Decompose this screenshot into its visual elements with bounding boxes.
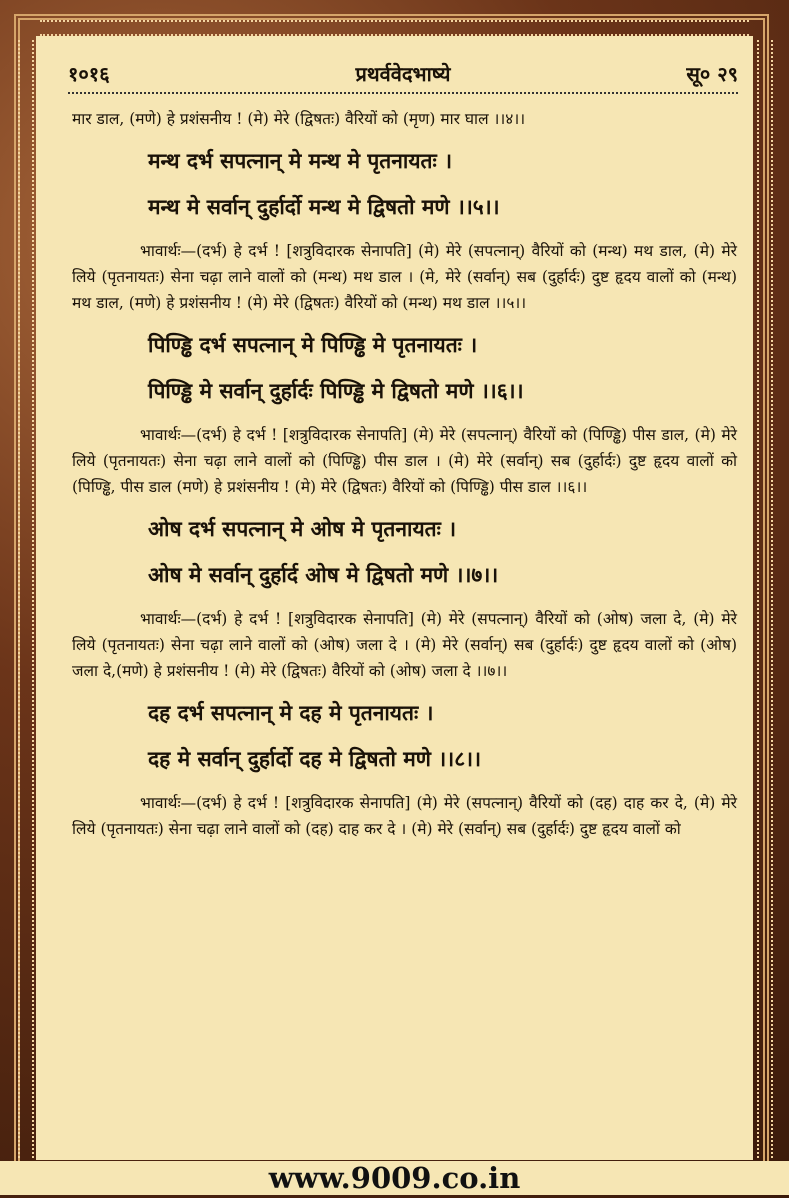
running-head — [68, 54, 738, 86]
mantra-verse — [72, 698, 737, 774]
frame-ornament-left — [18, 40, 34, 1158]
header-divider — [68, 92, 738, 94]
mantra-line: पिण्ड्ढि मे सर्वान् दुर्हार्दः पिण्ड्ढि मे द्विषतो मणे ।।६।। — [148, 378, 524, 403]
footer-watermark — [0, 1161, 789, 1195]
commentary-paragraph: भावार्थः—(दर्भ) हे दर्भ ! [शत्रुविदारक सेनापति] (मे) मेरे (सपत्नान्) वैरियों को (पिण्ड्ढि) पीस डाल, (मे) मेरे लिये (पृतनायतः) सेना चढ़ा लाने वालों को (पिण्ड्ढि) पीस डाल । (मे) मेरे (सर्वान्) सब (दुर्हार्दः) दुष्ट हृदय वालों को (पिण्ड्ढि, पीस डाल (मणे) हे प्रशंसनीय ! (मे) मेरे (द्विषतः) वैरियों को (पिण्ड्ढि) पीस डाल ।।६।। — [72, 426, 737, 496]
mantra-line: मन्थ मे सर्वान् दुर्हार्दो मन्थ मे द्विषतो मणे ।।५।। — [148, 194, 500, 219]
mantra-line: पिण्ड्ढि दर्भ सपत्नान् मे पिण्ड्ढि मे पृतनायतः । — [148, 332, 478, 357]
scanned-page — [36, 36, 753, 1160]
mantra-verse — [72, 330, 737, 406]
frame-ornament-right — [757, 40, 773, 1158]
mantra-verse — [72, 146, 737, 222]
page-content — [72, 106, 737, 842]
mantra-line: ओष मे सर्वान् दुर्हार्द ओष मे द्विषतो मणे ।।७।। — [148, 562, 499, 587]
mantra-line: ओष दर्भ सपत्नान् मे ओष मे पृतनायतः । — [148, 516, 457, 541]
mantra-line: दह मे सर्वान् दुर्हार्दो दह मे द्विषतो मणे ।।८।। — [148, 746, 482, 771]
book-title: प्रथर्ववेदभाष्ये — [355, 62, 451, 86]
mantra-line: दह दर्भ सपत्नान् मे दह मे पृतनायतः । — [148, 700, 434, 725]
commentary-paragraph: भावार्थः—(दर्भ) हे दर्भ ! [शत्रुविदारक सेनापति] (मे) मेरे (सपत्नान्) वैरियों को (ओष) जला दे, (मे) मेरे लिये (पृतनायतः) सेना चढ़ा लाने वालों को (ओष) जला दे । (मे) मेरे (सर्वान्) सब (दुर्हार्दः) दुष्ट हृदय वालों को (ओष) जला दे,(मणे) हे प्रशंसनीय ! (मे) मेरे (द्विषतः) वैरियों को (ओष) जला दे ।।७।। — [72, 610, 737, 680]
mantra-line: मन्थ दर्भ सपत्नान् मे मन्थ मे पृतनायतः । — [148, 148, 453, 173]
section-number: सू० २९ — [686, 62, 738, 86]
commentary-paragraph: भावार्थः—(दर्भ) हे दर्भ ! [शत्रुविदारक सेनापति] (मे) मेरे (सपत्नान्) वैरियों को (दह) दाह कर दे, (मे) मेरे लिये (पृतनायतः) सेना चढ़ा लाने वालों को (दह) दाह कर दे । (मे) मेरे (सर्वान्) सब (दुर्हार्दः) दुष्ट हृदय वालों को — [72, 794, 737, 838]
commentary-paragraph: मार डाल, (मणे) हे प्रशंसनीय ! (मे) मेरे (द्विषतः) वैरियों को (मृण) मार घाल ।।४।। — [72, 110, 526, 128]
frame-ornament-top — [40, 20, 749, 36]
website-url: www.9009.co.in — [268, 1161, 521, 1195]
page-number: १०१६ — [68, 62, 110, 86]
commentary-paragraph: भावार्थः—(दर्भ) हे दर्भ ! [शत्रुविदारक सेनापति] (मे) मेरे (सपत्नान्) वैरियों को (मन्थ) मथ डाल, (मे) मेरे लिये (पृतनायतः) सेना चढ़ा लाने वालों को (मन्थ) मथ डाल । (मे, मेरे (सर्वान्) सब (दुर्हार्दः) दुष्ट हृदय वालों को (मन्थ) मथ डाल, (मणे) हे प्रशंसनीय ! (मे) मेरे (द्विषतः) वैरियों को (मन्थ) मथ डाल ।।५।। — [72, 242, 737, 312]
mantra-verse — [72, 514, 737, 590]
